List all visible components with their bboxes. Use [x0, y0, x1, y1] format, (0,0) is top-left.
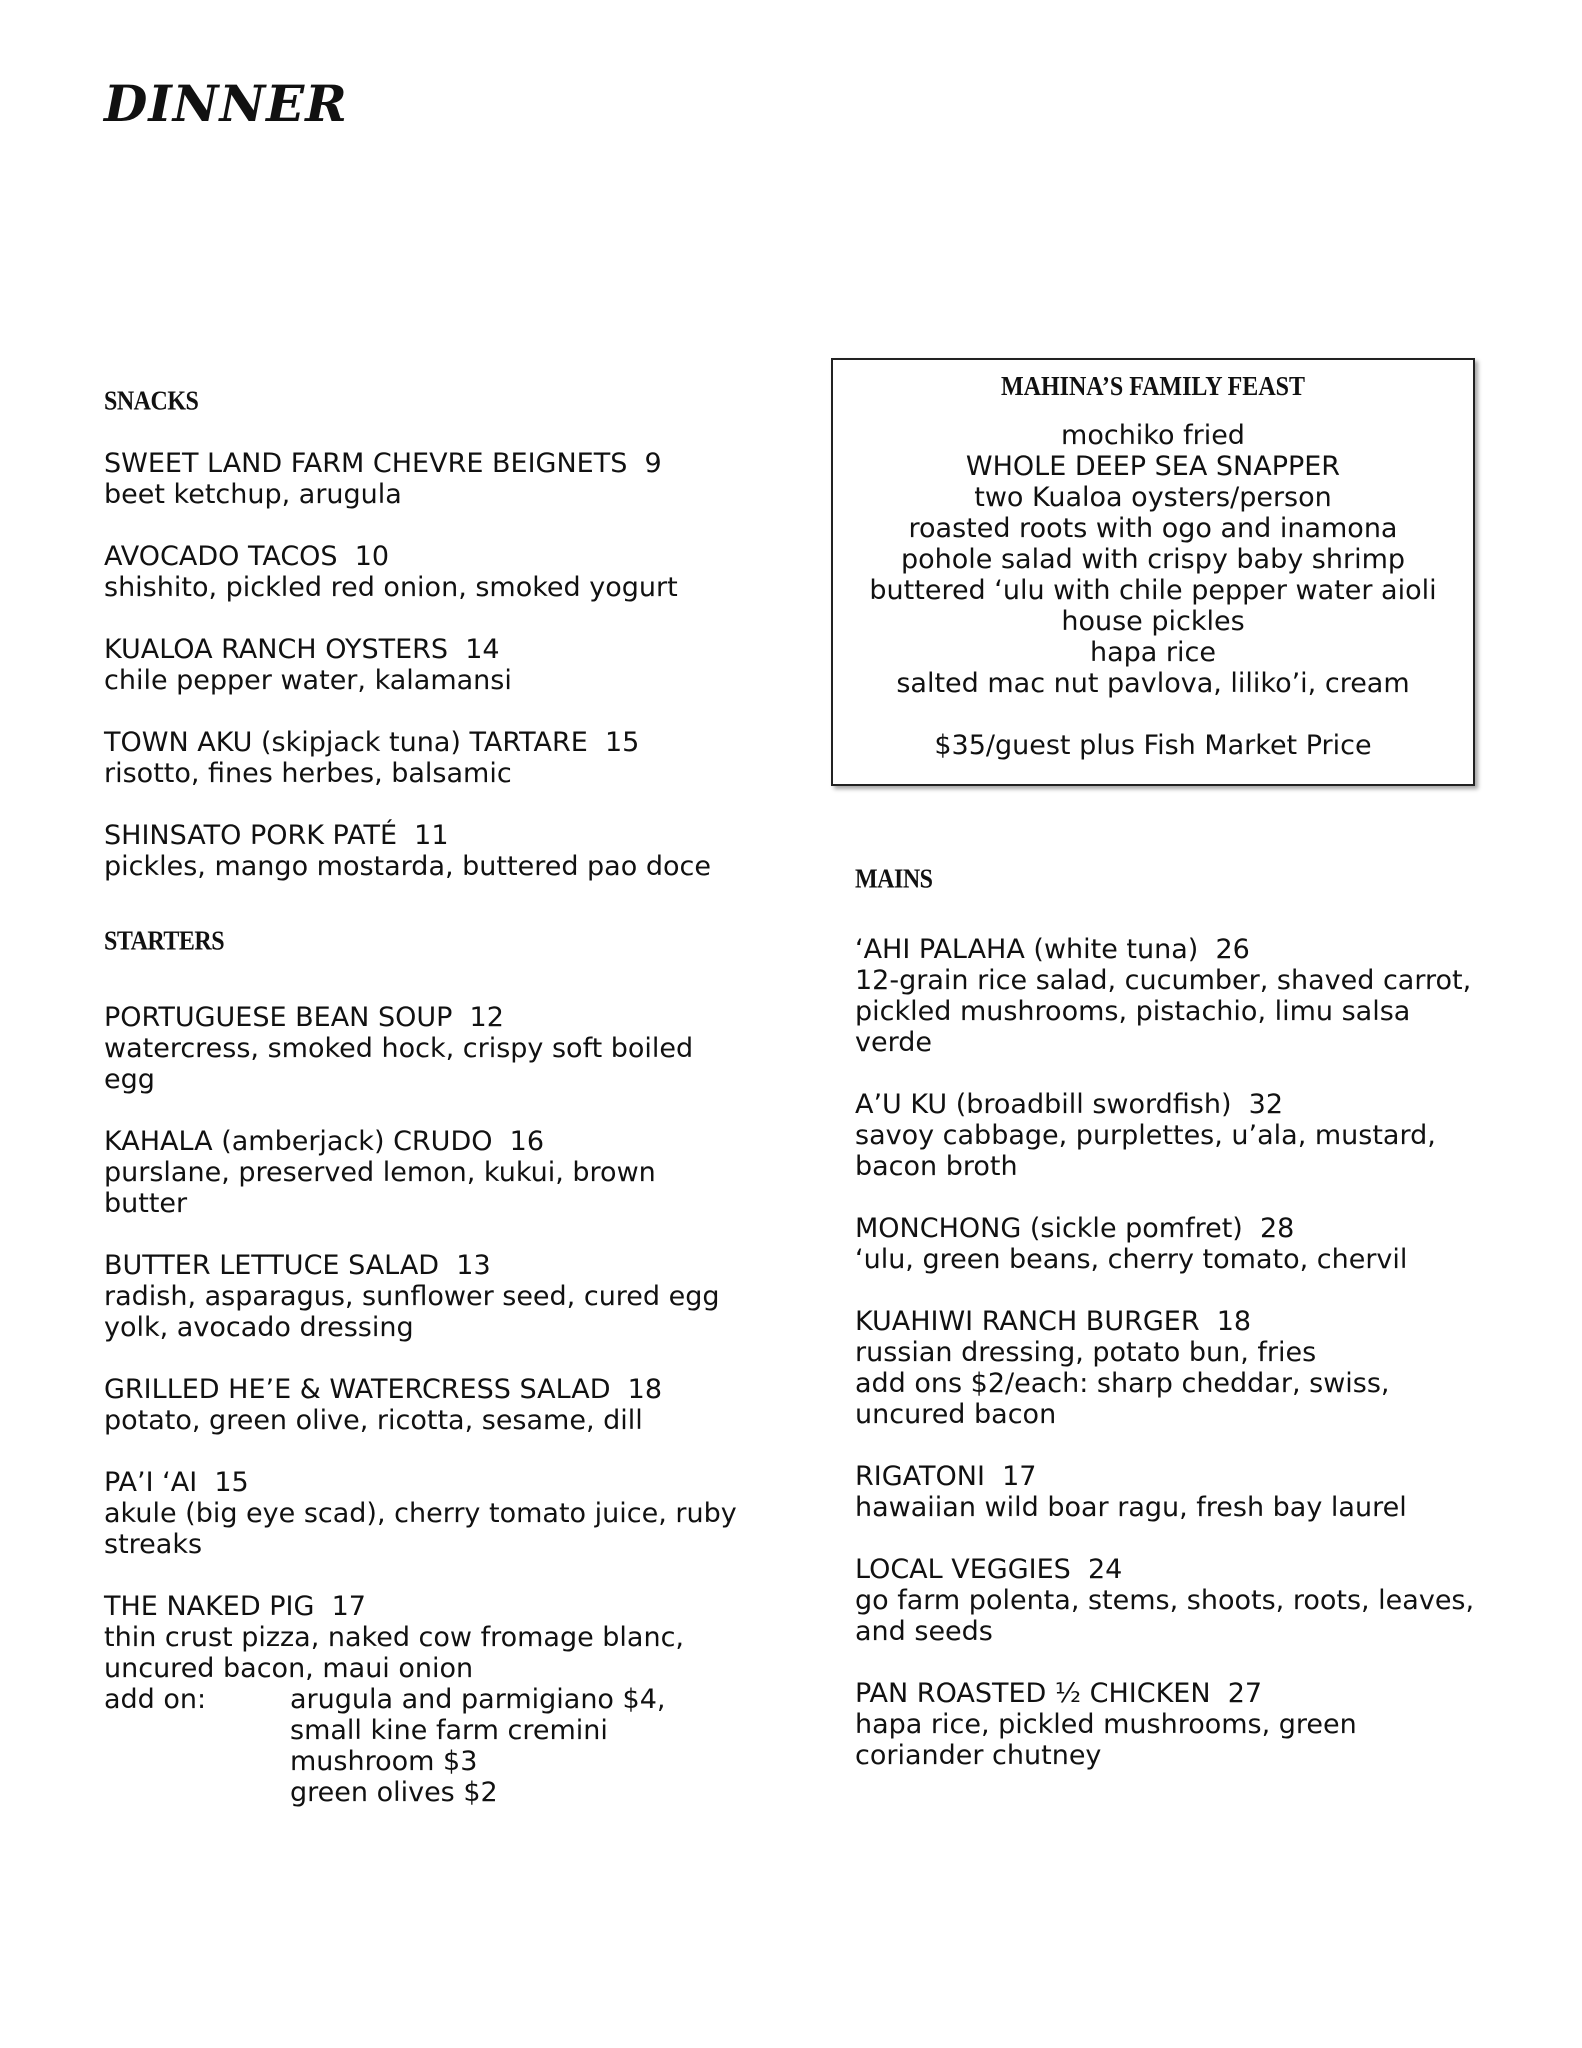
item-description: potato, green olive, ricotta, sesame, dill: [104, 1405, 643, 1436]
feast-line: WHOLE DEEP SEA SNAPPER: [965, 451, 1341, 482]
snacks-heading: SNACKS: [104, 386, 199, 417]
item-name: AVOCADO TACOS 10: [104, 541, 390, 572]
item-name: RIGATONI 17: [855, 1461, 1037, 1492]
left-column: [104, 384, 744, 1808]
menu-item: [104, 1467, 744, 1560]
menu-item: [104, 541, 744, 603]
menu-item: [104, 1250, 744, 1343]
feast-line: hapa rice: [1090, 637, 1216, 668]
item-name: A’U KU (broadbill swordfish) 32: [855, 1089, 1284, 1120]
menu-item: [855, 1678, 1495, 1771]
item-name: SHINSATO PORK PATÉ 11: [104, 820, 449, 851]
addon-option: mushroom $3: [290, 1746, 478, 1777]
item-description: beet ketchup, arugula: [104, 479, 402, 510]
item-description: chile pepper water, kalamansi: [104, 665, 512, 696]
item-name: THE NAKED PIG 17: [104, 1591, 366, 1622]
item-description: radish, asparagus, sunflower seed, cured egg yolk, avocado dressing: [104, 1281, 720, 1343]
addon-options: [104, 1684, 744, 1808]
item-description: go farm polenta, stems, shoots, roots, leaves, and seeds: [855, 1585, 1475, 1647]
feast-price: $35/guest plus Fish Market Price: [934, 730, 1372, 761]
feast-line: salted mac nut pavlova, liliko’i, cream: [896, 668, 1410, 699]
item-description: ‘ulu, green beans, cherry tomato, chervil: [855, 1244, 1408, 1275]
item-name: LOCAL VEGGIES 24: [855, 1554, 1123, 1585]
menu-item: [855, 1554, 1495, 1647]
menu-item: [104, 1126, 744, 1219]
menu-title: DINNER: [104, 74, 348, 133]
item-description: thin crust pizza, naked cow fromage blanc, uncured bacon, maui onion: [104, 1622, 685, 1684]
item-name: KUALOA RANCH OYSTERS 14: [104, 634, 500, 665]
item-description: hapa rice, pickled mushrooms, green coriander chutney: [855, 1709, 1357, 1771]
item-name: PORTUGUESE BEAN SOUP 12: [104, 1002, 504, 1033]
feast-line: pohole salad with crispy baby shrimp: [900, 544, 1406, 575]
starters-heading: STARTERS: [104, 926, 225, 957]
item-description: shishito, pickled red onion, smoked yogurt: [104, 572, 678, 603]
item-description: akule (big eye scad), cherry tomato juice, ruby streaks: [104, 1498, 737, 1560]
feast-line: two Kualoa oysters/person: [974, 482, 1332, 513]
feast-line: house pickles: [1061, 606, 1245, 637]
menu-item: [104, 1002, 744, 1095]
addon-option: arugula and parmigiano $4,: [290, 1684, 666, 1715]
addon-list: [290, 1684, 665, 1808]
item-name: PA’I ‘AI 15: [104, 1467, 249, 1498]
item-name: KUAHIWI RANCH BURGER 18: [855, 1306, 1252, 1337]
item-name: BUTTER LETTUCE SALAD 13: [104, 1250, 491, 1281]
item-description: russian dressing, potato bun, fries add ons $2/each: sharp cheddar, swiss, uncured bacon: [855, 1337, 1390, 1430]
menu-item: [104, 820, 744, 882]
item-description: savoy cabbage, purplettes, u’ala, mustard, bacon broth: [855, 1120, 1436, 1182]
item-name: PAN ROASTED ½ CHICKEN 27: [855, 1678, 1263, 1709]
item-description: purslane, preserved lemon, kukui, brown butter: [104, 1157, 656, 1219]
item-name: KAHALA (amberjack) CRUDO 16: [104, 1126, 545, 1157]
item-description: hawaiian wild boar ragu, fresh bay laurel: [855, 1492, 1407, 1523]
item-description: 12-grain rice salad, cucumber, shaved carrot, pickled mushrooms, pistachio, limu salsa verde: [855, 965, 1472, 1058]
menu-item: [855, 1461, 1495, 1523]
menu-item: [104, 1374, 744, 1436]
item-name: MONCHONG (sickle pomfret) 28: [855, 1213, 1295, 1244]
feast-line: buttered ‘ulu with chile pepper water aioli: [869, 575, 1437, 606]
addon-option: small kine farm cremini: [290, 1715, 608, 1746]
item-description: risotto, fines herbes, balsamic: [104, 758, 512, 789]
feast-heading: MAHINA’S FAMILY FEAST: [1000, 372, 1306, 402]
feast-line: mochiko fried: [1061, 420, 1245, 451]
family-feast-box: [831, 358, 1475, 786]
addon-option: green olives $2: [290, 1777, 498, 1808]
right-column: [855, 862, 1495, 1802]
menu-item: [855, 1089, 1495, 1182]
menu-item: [104, 1591, 744, 1808]
menu-item: [855, 1213, 1495, 1275]
menu-item: [104, 634, 744, 696]
feast-line: roasted roots with ogo and inamona: [908, 513, 1398, 544]
mains-heading: MAINS: [855, 864, 933, 895]
item-description: watercress, smoked hock, crispy soft boiled egg: [104, 1033, 694, 1095]
item-name: GRILLED HE’E & WATERCRESS SALAD 18: [104, 1374, 663, 1405]
menu-item: [855, 1306, 1495, 1430]
item-name: SWEET LAND FARM CHEVRE BEIGNETS 9: [104, 448, 662, 479]
item-name: TOWN AKU (skipjack tuna) TARTARE 15: [104, 727, 640, 758]
menu-item: [104, 727, 744, 789]
item-name: ‘AHI PALAHA (white tuna) 26: [855, 934, 1250, 965]
addon-label: add on:: [104, 1684, 207, 1715]
menu-item: [104, 448, 744, 510]
menu-item: [855, 934, 1495, 1058]
item-description: pickles, mango mostarda, buttered pao doce: [104, 851, 711, 882]
